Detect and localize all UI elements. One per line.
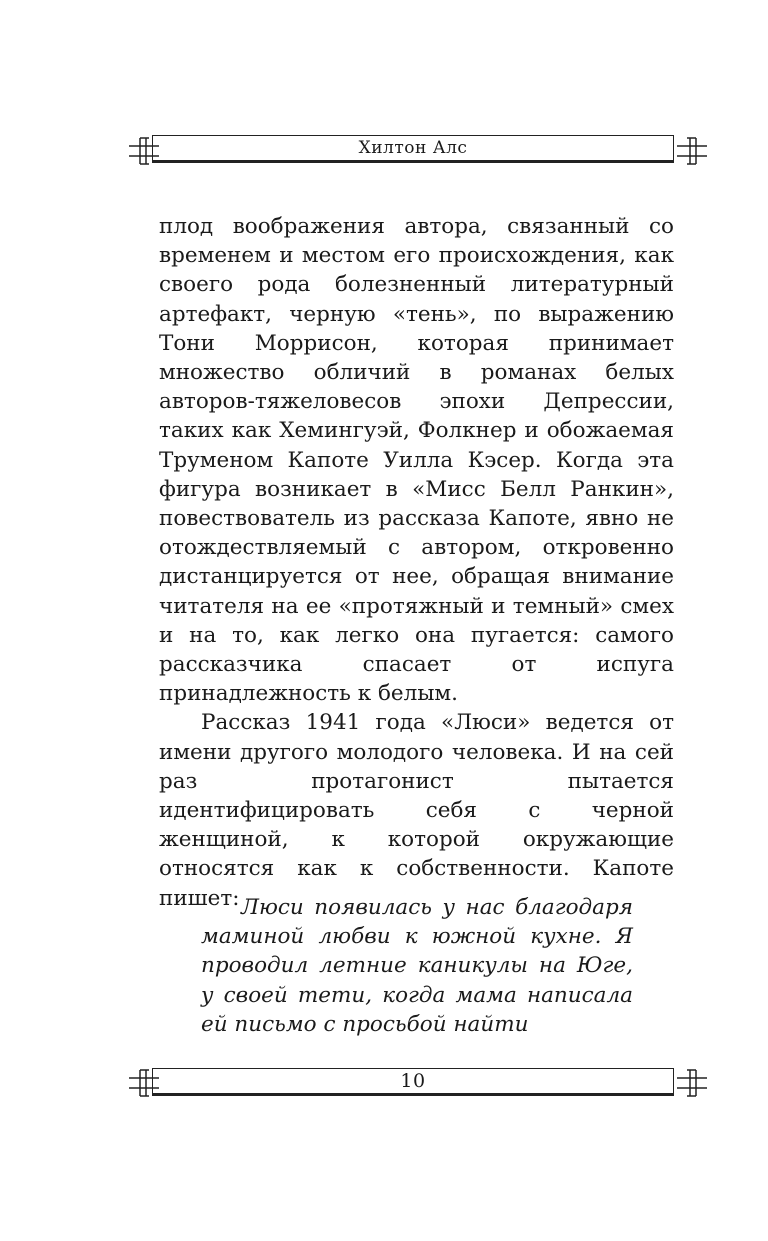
block-quote [201, 893, 633, 1039]
quote-text: Люси появилась у нас благодаря маминой любви к южной кухне. Я проводил летние каникулы на Юге, у своей тети, когда мама написала ей письмо с просьбой найти [201, 895, 633, 1037]
page-footer [152, 1068, 674, 1096]
right-header-ornament-icon [663, 134, 709, 168]
running-header [152, 135, 674, 163]
paragraph-2: Рассказ 1941 года «Люси» ведется от имени другого молодого человека. И на сей раз протагонист пытается идентифицировать себя с черной женщиной, к которой окружающие относятся как к собственности. Капоте пишет: [159, 710, 674, 911]
running-header-title: Хилтон Алс [358, 138, 468, 158]
right-footer-ornament-icon [663, 1066, 709, 1100]
page-number: 10 [400, 1070, 426, 1092]
main-text [159, 212, 674, 913]
paragraph-1: плод воображения автора, связанный со временем и местом его происхождения, как своего рода болезненный литературный артефакт, черную «тень», по выражению Тони Моррисон, которая принимает множество обличий в романах белых авторов-тяжеловесов эпохи Депрессии, таких как Хемингуэй, Фолкнер и обожаемая Труменом Капоте Уилла Кэсер. Когда эта фигура возникает в «Мисс Белл Ранкин», повествователь из рассказа Капоте, явно не отождествляемый с автором, откровенно дистанцируется от нее, обращая внимание читателя на ее «протяжный и темный» смех и на то, как легко она пугается: самого рассказчика спасает от испуга принадлежность к белым. [159, 214, 674, 707]
